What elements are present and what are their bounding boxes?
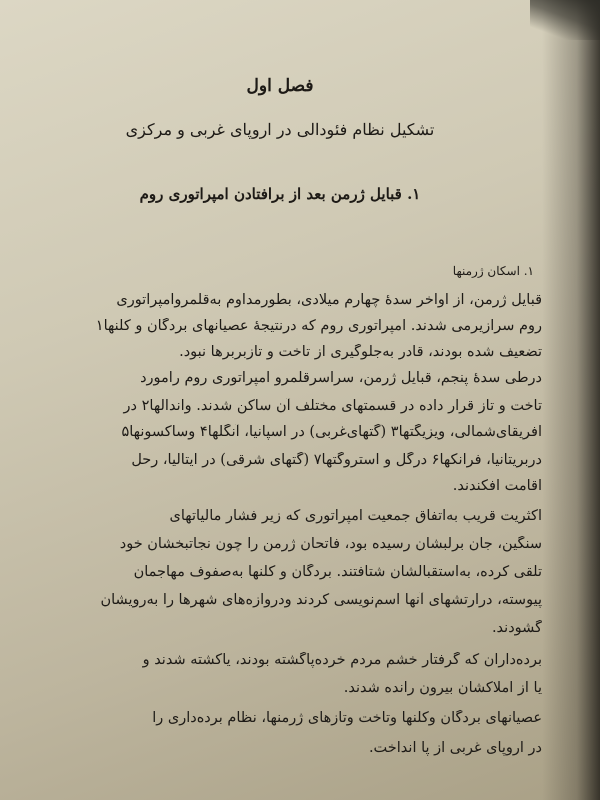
page-corner-shadow (530, 0, 600, 40)
paragraph-3-line-1: اکثریت قریب به‌اتفاق جمعیت امپراتوری که زیر فشار مالیاتهای (169, 508, 542, 524)
chapter-title: فصل اول (246, 76, 314, 96)
paragraph-5-line-1: عصیانهای بردگان وکلنها وتاخت وتازهای ژرمنها، نظام برده‌داری را (152, 710, 542, 726)
paragraph-3-line-4: پیوسته، درارتشهای آنها اسم‌نویسی کردند ودروازه‌های شهرها را به‌رویشان (100, 592, 542, 608)
paragraph-2-line-2: تاخت و تاز قرار داده در قسمتهای مختلف آن ساکن شدند. واندالها۲ در (123, 398, 542, 414)
page-edge-shadow (542, 0, 600, 800)
paragraph-4-line-1: برده‌داران که گرفتار خشم مردم خرده‌پاگشته بودند، یاکشته شدند و (142, 652, 542, 668)
paragraph-3-line-2: سنگین، جان برلبشان رسیده بود، فاتحان ژرمن را چون نجاتبخشان خود (119, 536, 542, 552)
paragraph-1-line-3: تضعیف شده بودند، قادر به‌جلوگیری از تاخت و تازبربرها نبود. (179, 344, 542, 360)
paragraph-2-line-5: اقامت افکندند. (452, 478, 542, 494)
chapter-subtitle: تشکیل نظام فئودالی در اروپای غربی و مرکزی (125, 120, 435, 139)
paragraph-2-line-4: دربریتانیا، فرانکها۶ درگل و استروگتها۷ (گتهای شرقی) در ایتالیا، رحل (131, 452, 542, 468)
paragraph-1-line-2: روم سرازیرمی شدند. امپراتوری روم که درنتیجهٔ عصیانهای بردگان و کلنها۱ (95, 318, 542, 334)
paragraph-2-line-3: افریقای‌شمالی، ویزیگتها۳ (گتهای‌غربی) در اسپانیا، آنگلها۴ وساکسونها۵ (121, 424, 542, 440)
paragraph-2-line-1: درطی سدهٔ پنجم، قبایل ژرمن، سراسرقلمرو امپراتوری روم رامورد (140, 370, 542, 386)
paragraph-3-line-5: گشودند. (491, 620, 542, 636)
subsection-heading: ۱. اسکان ژرمنها (452, 264, 534, 278)
paragraph-1-line-1: قبایل ژرمن، از اواخر سدهٔ چهارم میلادی، بطورمداوم به‌قلمروامپراتوری (116, 292, 542, 308)
paragraph-5-line-2: در اروپای غربی از پا انداخت. (368, 740, 542, 756)
section-heading: ۱. قبایل ژرمن بعد از برافتادن امپراتوری روم (139, 185, 421, 203)
paragraph-4-line-2: یا از املاکشان بیرون رانده شدند. (343, 680, 542, 696)
paragraph-3-line-3: تلقی کرده، به‌استقبالشان شتافتند. بردگان و کلنها به‌صفوف مهاجمان (133, 564, 542, 580)
